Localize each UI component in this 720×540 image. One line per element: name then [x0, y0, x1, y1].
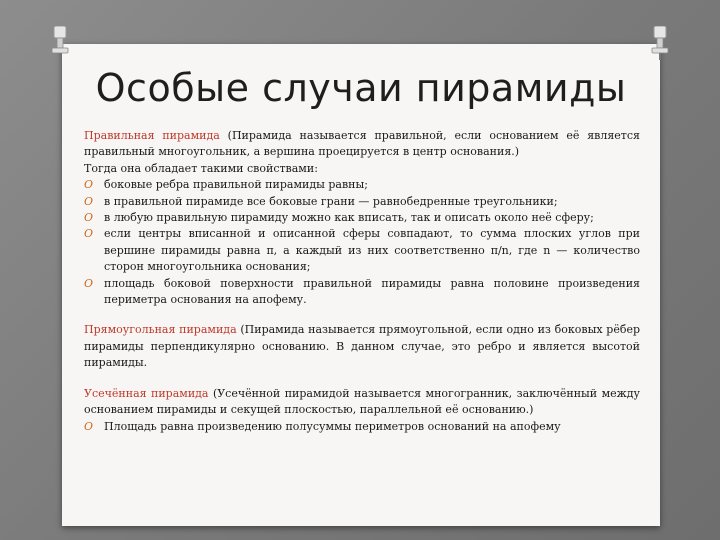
- list-item: O если центры вписанной и описанной сферы совпадают, то сумма плоских углов при вершине пирамиды равна π, а каждый из них соответственно π/n, где n — количество сторон многоугольника основания;: [84, 227, 640, 274]
- slide-content: [84, 128, 640, 435]
- regular-pyramid-definition: [84, 128, 640, 161]
- regular-pyramid-term: Правильная пирамида: [84, 129, 220, 142]
- right-pyramid-term: Прямоугольная пирамида: [84, 323, 237, 337]
- truncated-properties-list: [84, 419, 640, 435]
- bullet-icon: O: [84, 194, 94, 208]
- truncated-pyramid-term: Усечённая пирамида: [84, 386, 209, 400]
- regular-pyramid-text: (Пирамида называется правильной, если основанием её является правильный многоугольник, а вершина проецируется в центр основания.): [84, 129, 640, 159]
- truncated-pyramid-text: (Усечённой пирамидой называется многогранник, заключённый между основанием пирамиды и секущей плоскостью, параллельной её основанию.): [84, 386, 641, 417]
- regular-properties-list: [84, 177, 640, 308]
- bullet-icon: O: [84, 227, 94, 241]
- list-item: O в любую правильную пирамиду можно как вписать, так и описать около неё сферу;: [84, 210, 640, 226]
- right-pyramid-definition: [84, 322, 640, 371]
- pushpin-icon: [50, 26, 70, 60]
- pushpin-icon: [650, 26, 670, 60]
- bullet-icon: O: [84, 276, 94, 290]
- list-item: O в правильной пирамиде все боковые грани — равнобедренные треугольники;: [84, 194, 640, 210]
- bullet-icon: O: [84, 419, 94, 433]
- list-item: O площадь боковой поверхности правильной пирамиды равна половине произведения периметра основания на апофему.: [84, 276, 640, 307]
- bullet-icon: O: [84, 178, 94, 192]
- truncated-pyramid-definition: [84, 386, 640, 419]
- slide-title: Особые случаи пирамиды: [95, 66, 627, 110]
- properties-intro: Тогда она обладает такими свойствами:: [84, 161, 318, 175]
- right-pyramid-text: (Пирамида называется прямоугольной, если одно из боковых рёбер пирамиды перпендикулярно основанию. В данном случае, это ребро и является высотой пирамиды.: [84, 323, 640, 370]
- list-item: O Площадь равна произведению полусуммы периметров оснований на апофему: [84, 419, 640, 435]
- list-item: O боковые ребра правильной пирамиды равны;: [84, 177, 640, 193]
- bullet-icon: O: [84, 211, 94, 225]
